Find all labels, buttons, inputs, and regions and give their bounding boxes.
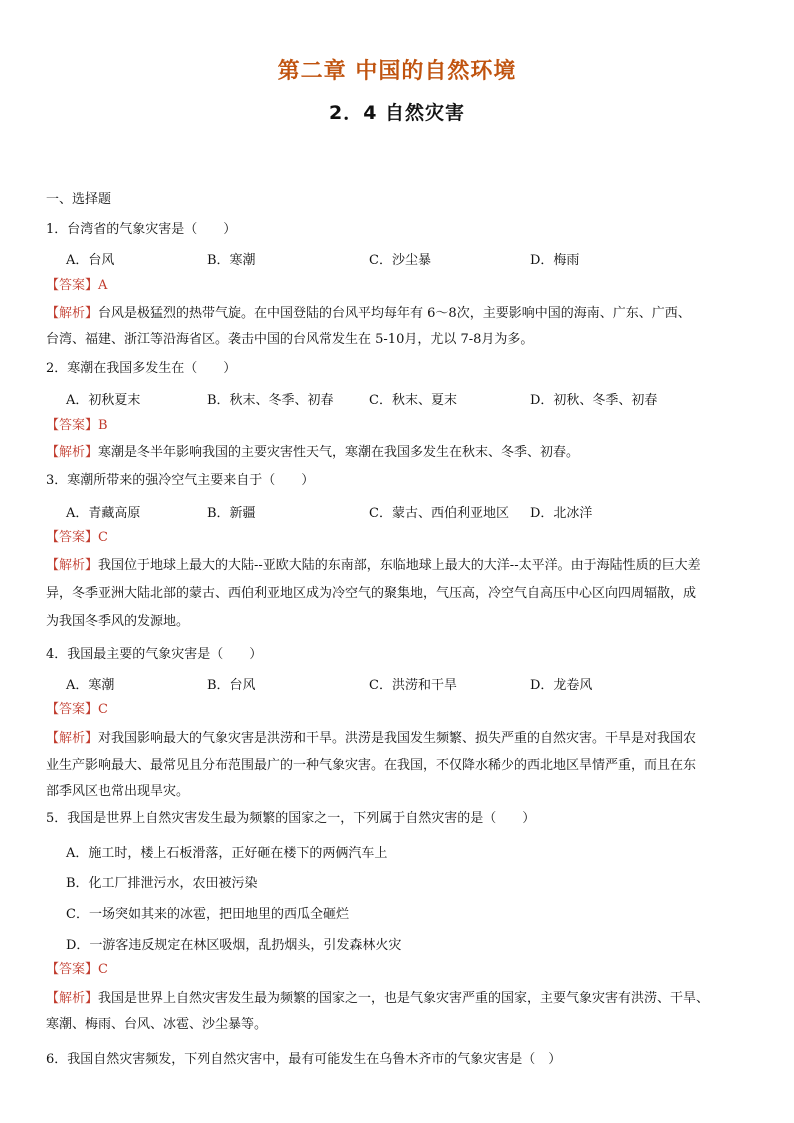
q2-analysis-line-1: 【解析】寒潮是冬半年影响我国的主要灾害性天气，寒潮在我国多发生在秋末、冬季、初春。 [46, 445, 580, 460]
q4-analysis-line-2: 业生产影响最大、最常见且分布范围最广的一种气象灾害。在我国，不仅降水稀少的西北地区旱情严重，而且在东 [46, 758, 697, 773]
q3-analysis-line-1: 【解析】我国位于地球上最大的大陆--亚欧大陆的东南部，东临地球上最大的大洋--太平洋。由于海陆性质的巨大差 [46, 558, 701, 573]
q2-option-a: A．初秋夏末 [66, 393, 141, 408]
question-5: 5．我国是世界上自然灾害发生最为频繁的国家之一，下列属于自然灾害的是（ ） [46, 811, 536, 826]
q5-option-c: C．一场突如其来的冰雹，把田地里的西瓜全砸烂 [66, 907, 349, 922]
q1-option-c: C．沙尘暴 [369, 253, 431, 268]
q2-option-b: B．秋末、冬季、初春 [207, 393, 334, 408]
q2-option-c: C．秋末、夏末 [369, 393, 457, 408]
q3-answer: 【答案】C [46, 530, 108, 545]
q3-option-a: A．青藏高原 [66, 506, 141, 521]
q5-option-b: B．化工厂排泄污水，农田被污染 [66, 876, 258, 891]
section-title: 2．4 自然灾害 [328, 102, 466, 124]
q1-answer: 【答案】A [46, 278, 108, 293]
question-4: 4．我国最主要的气象灾害是（ ） [46, 647, 263, 662]
q4-analysis-line-1: 【解析】对我国影响最大的气象灾害是洪涝和干旱。洪涝是我国发生频繁、损失严重的自然灾害。干旱是对我国农 [46, 731, 697, 746]
q3-option-b: B．新疆 [207, 506, 256, 521]
q2-answer: 【答案】B [46, 418, 108, 433]
question-1: 1．台湾省的气象灾害是（ ） [46, 222, 237, 237]
section-label: 一、选择题 [46, 192, 112, 207]
q2-option-d: D．初秋、冬季、初春 [530, 393, 658, 408]
question-2: 2．寒潮在我国多发生在（ ） [46, 361, 237, 376]
q4-option-b: B．台风 [207, 678, 256, 693]
q3-analysis-line-2: 异，冬季亚洲大陆北部的蒙古、西伯利亚地区成为冷空气的聚集地，气压高，冷空气自高压中心区向四周辐散，成 [46, 586, 697, 601]
q4-option-a: A．寒潮 [66, 678, 115, 693]
q5-analysis-line-2: 寒潮、梅雨、台风、冰雹、沙尘暴等。 [46, 1017, 268, 1032]
q3-option-d: D．北冰洋 [530, 506, 593, 521]
q1-analysis-line-2: 台湾、福建、浙江等沿海省区。袭击中国的台风常发生在 5-10月，尤以 7-8月为多。 [46, 332, 534, 347]
q1-option-a: A．台风 [66, 253, 115, 268]
q5-analysis-line-1: 【解析】我国是世界上自然灾害发生最为频繁的国家之一，也是气象灾害严重的国家，主要气象灾害有洪涝、干旱、 [46, 991, 710, 1006]
q4-answer: 【答案】C [46, 702, 108, 717]
q1-option-d: D．梅雨 [530, 253, 580, 268]
question-6: 6．我国自然灾害频发，下列自然灾害中，最有可能发生在乌鲁木齐市的气象灾害是（ ） [46, 1052, 562, 1067]
q1-option-b: B．寒潮 [207, 253, 256, 268]
q5-option-a: A．施工时，楼上石板滑落，正好砸在楼下的两俩汽车上 [66, 846, 388, 861]
q5-answer: 【答案】C [46, 962, 108, 977]
q4-analysis-line-3: 部季风区也常出现旱灾。 [46, 784, 190, 799]
q3-option-c: C．蒙古、西伯利亚地区 [369, 506, 509, 521]
q4-option-c: C．洪涝和干旱 [369, 678, 457, 693]
q3-analysis-line-3: 为我国冬季风的发源地。 [46, 614, 190, 629]
q5-option-d: D．一游客违反规定在林区吸烟，乱扔烟头，引发森林火灾 [66, 938, 402, 953]
question-3: 3．寒潮所带来的强冷空气主要来自于（ ） [46, 473, 315, 488]
q1-analysis-line-1: 【解析】台风是极猛烈的热带气旋。在中国登陆的台风平均每年有 6～8次，主要影响中国的海南、广东、广西、 [46, 306, 691, 321]
q4-option-d: D．龙卷风 [530, 678, 593, 693]
chapter-title: 第二章 中国的自然环境 [277, 59, 517, 84]
